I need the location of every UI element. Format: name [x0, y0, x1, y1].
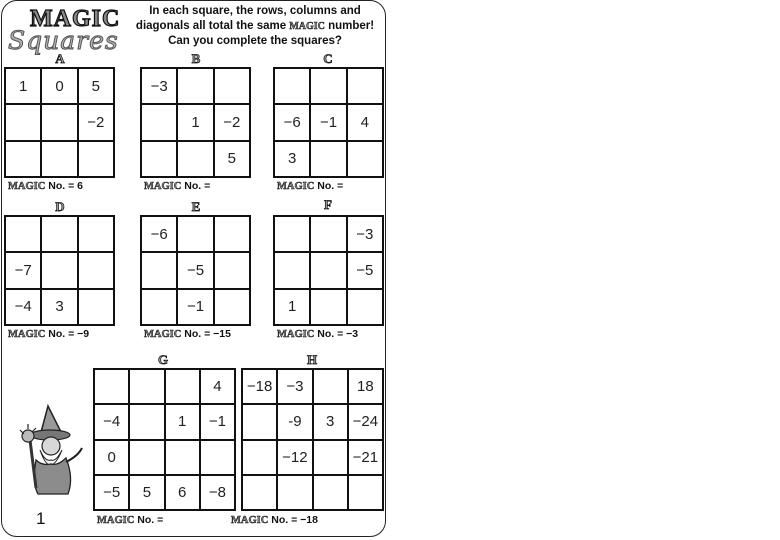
grid-cell: −5 — [94, 475, 129, 510]
grid-cell[interactable] — [310, 289, 346, 325]
puzzle-h-grid — [241, 368, 384, 511]
grid-cell[interactable] — [310, 68, 346, 104]
puzzle-e-title: E — [191, 199, 201, 214]
grid-cell: 0 — [94, 440, 129, 475]
grid-cell: −1 — [177, 289, 213, 325]
grid-cell: 4 — [200, 369, 235, 404]
puzzle-a-title: A — [55, 51, 65, 66]
puzzle-a-magic-number: MAGIC No. = 6 — [8, 180, 83, 192]
grid-cell: 1 — [165, 404, 200, 439]
grid-cell: −24 — [348, 404, 383, 439]
grid-cell[interactable] — [129, 369, 164, 404]
grid-cell: −8 — [200, 475, 235, 510]
instructions-magic-word: MAGIC — [289, 21, 325, 32]
grid-cell: −12 — [277, 440, 312, 475]
grid-cell[interactable] — [41, 216, 77, 252]
grid-cell[interactable] — [141, 141, 177, 177]
puzzle-g-magic-number: MAGIC No. = — [97, 514, 164, 526]
grid-cell[interactable] — [313, 440, 348, 475]
puzzle-b-magic-number: MAGIC No. = — [144, 180, 211, 192]
grid-cell: −1 — [200, 404, 235, 439]
grid-cell[interactable] — [214, 216, 250, 252]
grid-cell: 5 — [129, 475, 164, 510]
grid-cell[interactable] — [141, 104, 177, 140]
grid-cell: 1 — [274, 289, 310, 325]
grid-cell[interactable] — [141, 289, 177, 325]
grid-cell[interactable] — [78, 289, 114, 325]
grid-cell: −1 — [310, 104, 346, 140]
puzzle-h-title: H — [306, 352, 318, 367]
grid-cell: -9 — [277, 404, 312, 439]
grid-cell: 3 — [41, 289, 77, 325]
grid-cell[interactable] — [129, 404, 164, 439]
grid-cell[interactable] — [347, 141, 383, 177]
grid-cell: −2 — [214, 104, 250, 140]
grid-cell[interactable] — [5, 216, 41, 252]
grid-cell[interactable] — [310, 216, 346, 252]
puzzle-e-magic-number: MAGIC No. = −15 — [144, 328, 231, 340]
wizard-icon — [10, 404, 88, 496]
grid-cell[interactable] — [242, 404, 277, 439]
grid-cell[interactable] — [5, 141, 41, 177]
grid-cell: −7 — [5, 252, 41, 288]
grid-cell: 3 — [313, 404, 348, 439]
puzzle-c-grid — [273, 67, 384, 178]
grid-cell[interactable] — [141, 252, 177, 288]
logo-line1: MAGIC — [30, 6, 121, 32]
grid-cell[interactable] — [200, 440, 235, 475]
puzzle-e-grid — [140, 215, 251, 326]
grid-cell: 6 — [165, 475, 200, 510]
puzzle-d-title: D — [55, 199, 65, 214]
grid-cell[interactable] — [242, 475, 277, 510]
instructions — [124, 4, 386, 49]
grid-cell: −4 — [94, 404, 129, 439]
grid-cell: −3 — [141, 68, 177, 104]
grid-cell[interactable] — [274, 216, 310, 252]
grid-cell: 3 — [274, 141, 310, 177]
magic-squares-logo — [8, 4, 128, 58]
instructions-part2: number! Can you complete the squares? — [168, 20, 375, 47]
puzzle-f-grid — [273, 215, 384, 326]
grid-cell[interactable] — [313, 475, 348, 510]
grid-cell: −5 — [177, 252, 213, 288]
grid-cell[interactable] — [348, 475, 383, 510]
grid-cell[interactable] — [214, 68, 250, 104]
puzzle-d-magic-number: MAGIC No. = −9 — [8, 328, 90, 340]
puzzle-a-grid — [4, 67, 115, 178]
grid-cell[interactable] — [310, 141, 346, 177]
grid-cell[interactable] — [347, 68, 383, 104]
grid-cell[interactable] — [214, 289, 250, 325]
grid-cell[interactable] — [274, 252, 310, 288]
grid-cell: 0 — [41, 68, 77, 104]
puzzle-c-title: C — [323, 51, 333, 66]
grid-cell[interactable] — [310, 252, 346, 288]
grid-cell: 1 — [5, 68, 41, 104]
puzzle-b-grid — [140, 67, 251, 178]
grid-cell[interactable] — [78, 252, 114, 288]
grid-cell[interactable] — [177, 68, 213, 104]
grid-cell[interactable] — [177, 141, 213, 177]
grid-cell: −2 — [78, 104, 114, 140]
grid-cell[interactable] — [5, 104, 41, 140]
grid-cell: −5 — [347, 252, 383, 288]
puzzle-f-magic-number: MAGIC No. = −3 — [277, 328, 359, 340]
puzzle-g-grid — [93, 368, 236, 511]
grid-cell[interactable] — [347, 289, 383, 325]
grid-cell: −3 — [277, 369, 312, 404]
grid-cell[interactable] — [94, 369, 129, 404]
logo-line2: Squares — [8, 26, 119, 55]
grid-cell[interactable] — [313, 369, 348, 404]
grid-cell[interactable] — [165, 369, 200, 404]
grid-cell[interactable] — [177, 216, 213, 252]
instructions-part1: In each square, the rows, columns and diagonals all total the same — [135, 5, 361, 32]
grid-cell[interactable] — [78, 216, 114, 252]
page-number: 1 — [36, 509, 46, 528]
grid-cell[interactable] — [129, 440, 164, 475]
grid-cell[interactable] — [277, 475, 312, 510]
grid-cell: −21 — [348, 440, 383, 475]
puzzle-f-title: F — [324, 197, 332, 212]
grid-cell: 5 — [78, 68, 114, 104]
grid-cell: −6 — [141, 216, 177, 252]
puzzle-h-magic-number: MAGIC No. = −18 — [231, 514, 318, 526]
grid-cell: 18 — [348, 369, 383, 404]
puzzle-g-title: G — [157, 352, 169, 367]
grid-cell[interactable] — [41, 252, 77, 288]
puzzle-b-title: B — [191, 51, 201, 66]
grid-cell: 4 — [347, 104, 383, 140]
grid-cell[interactable] — [165, 440, 200, 475]
grid-cell: −6 — [274, 104, 310, 140]
grid-cell: −4 — [5, 289, 41, 325]
grid-cell[interactable] — [242, 440, 277, 475]
puzzle-d-grid — [4, 215, 115, 326]
grid-cell: −18 — [242, 369, 277, 404]
grid-cell: −3 — [347, 216, 383, 252]
grid-cell[interactable] — [41, 104, 77, 140]
grid-cell[interactable] — [41, 141, 77, 177]
grid-cell: 1 — [177, 104, 213, 140]
grid-cell[interactable] — [274, 68, 310, 104]
grid-cell[interactable] — [214, 252, 250, 288]
puzzle-c-magic-number: MAGIC No. = — [277, 180, 344, 192]
grid-cell[interactable] — [78, 141, 114, 177]
grid-cell: 5 — [214, 141, 250, 177]
